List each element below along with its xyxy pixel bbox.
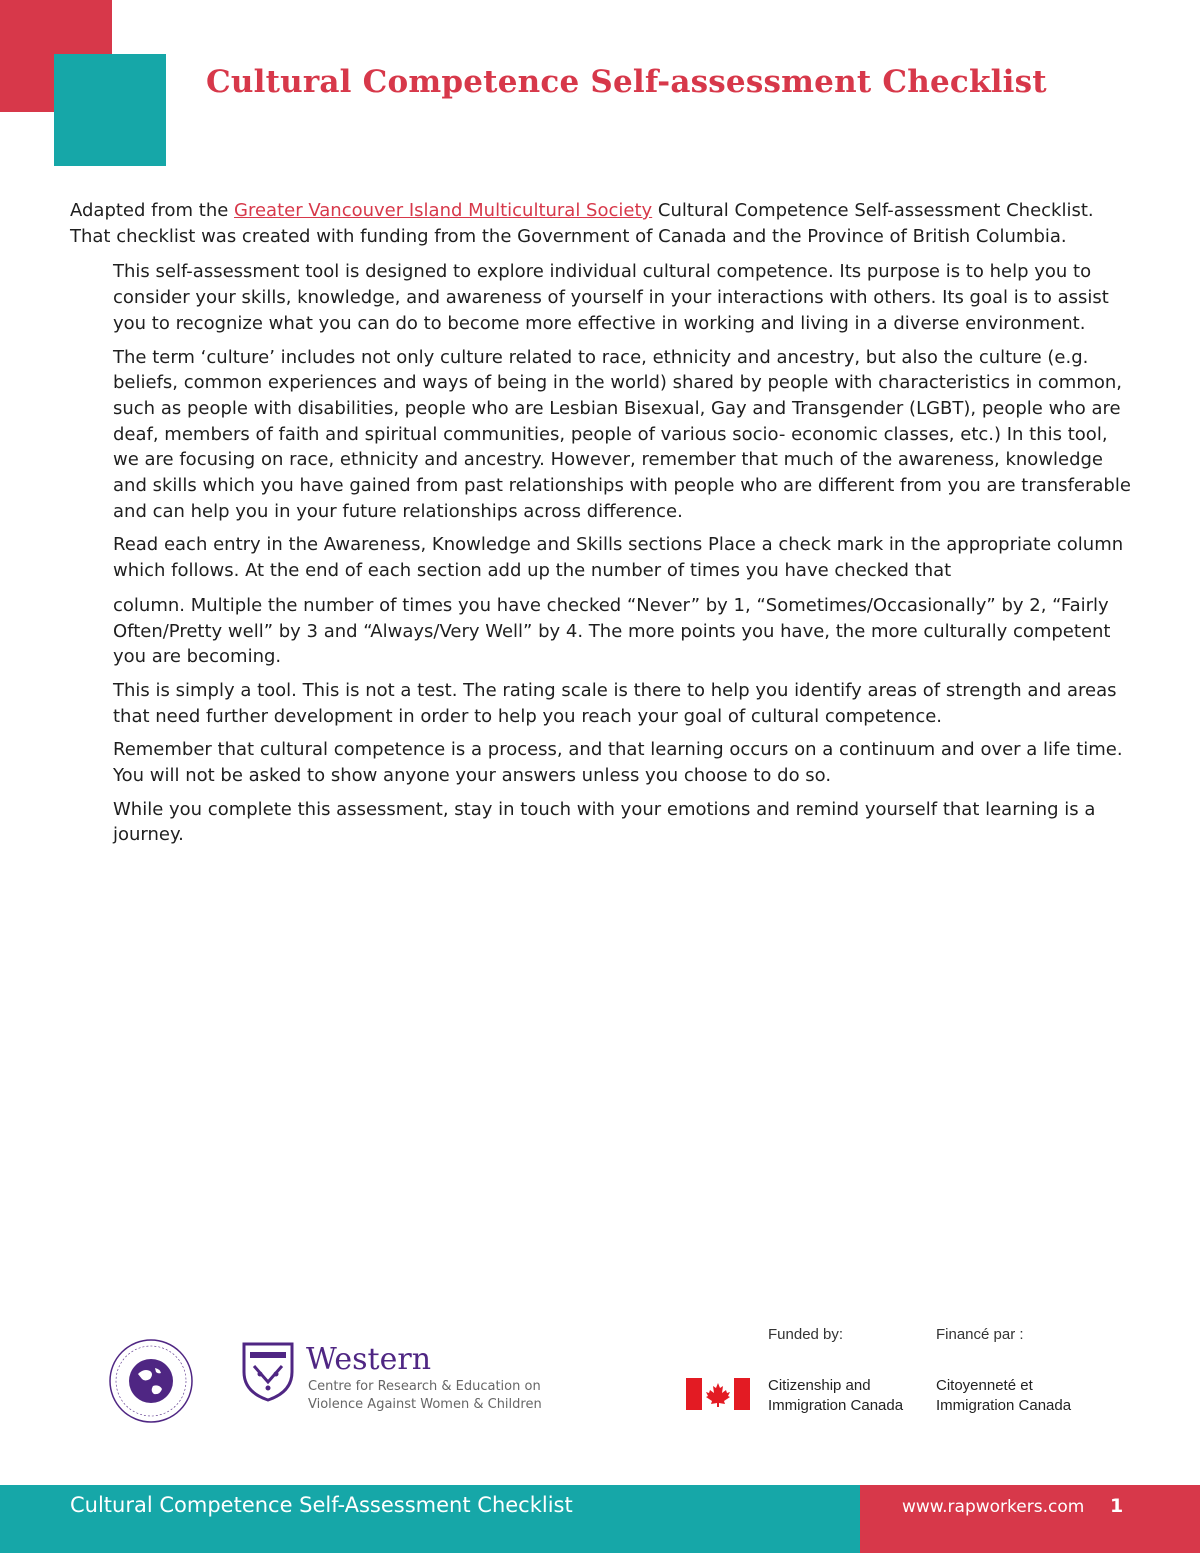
footer-red-band <box>860 1485 1200 1553</box>
intro-text-before: Adapted from the <box>70 200 235 221</box>
intro-text-after: Cultural Competence Self-assessment Checklist. That checklist was created with funding from the Government of Canada and the Province of British Columbia. <box>70 200 1094 247</box>
page-footer <box>0 1485 1200 1553</box>
circle-globe-logo <box>108 1338 194 1424</box>
partner-logos <box>0 1318 1200 1428</box>
western-crest-icon <box>242 1342 294 1402</box>
paragraph-process: Remember that cultural competence is a process, and that learning occurs on a continuum and over a life time. You will not be asked to show anyone your answers unless you choose to do so. <box>113 739 1123 787</box>
government-name-fr <box>936 1376 1071 1416</box>
gov-en-line-2: Immigration Canada <box>768 1397 904 1414</box>
corner-teal-square <box>54 54 166 166</box>
gov-fr-line-2: Immigration Canada <box>936 1397 1072 1414</box>
page-number: 1 <box>1110 1495 1124 1517</box>
paragraph-not-a-test: This is simply a tool. This is not a test. The rating scale is there to help you identify areas of strength and areas that need further development in order to help you reach your goal of cultural competence. <box>113 679 1117 727</box>
government-name-en <box>768 1376 903 1416</box>
paragraph-culture-definition: The term ‘culture’ includes not only culture related to race, ethnicity and ancestry, but also the culture (e.g. beliefs, common experiences and ways of being in the world) shared by people with characteristics in common, such as people with disabilities, people who are Lesbian Bisexual, Gay and Transgender (LGBT), people who are deaf, members of faith and spiritual communities, people of various socio- economic classes, etc.) In this tool, we are focusing on race, ethnicity and ancestry. However, remember that much of the awareness, knowledge and skills which you have gained from past relationships with people who are different from you are transferable and can help you in your future relationships across difference. <box>113 346 1131 522</box>
footer-url-link[interactable]: www.rapworkers.com <box>902 1497 1085 1517</box>
paragraph-journey: While you complete this assessment, stay in touch with your emotions and remind yourself that learning is a journey. <box>113 798 1096 846</box>
western-wordmark: Western <box>306 1342 432 1377</box>
finance-par-label: Financé par : <box>936 1326 1024 1343</box>
paragraph-scoring: column. Multiple the number of times you have checked “Never” by 1, “Sometimes/Occasionally” by 2, “Fairly Often/Pretty well” by 3 and “Always/Very Well” by 4. The more points you have, the more culturally competent you are becoming. <box>113 594 1111 668</box>
paragraph-purpose: This self-assessment tool is designed to explore individual cultural competence. Its purpose is to help you to consider your skills, knowledge, and awareness of yourself in your interactions with others. Its goal is to assist you to recognize what you can do to become more effective in working and living in a diverse environment. <box>113 261 1109 334</box>
gov-en-line-1: Citizenship and <box>768 1377 871 1394</box>
western-subtitle <box>308 1378 568 1414</box>
western-subtitle-line-1: Centre for Research & Education on <box>308 1379 541 1394</box>
paragraph-instructions: Read each entry in the Awareness, Knowledge and Skills sections Place a check mark in the appropriate column which follows. At the end of each section add up the number of times you have checked that <box>113 534 1124 582</box>
gov-fr-line-1: Citoyenneté et <box>936 1377 1033 1394</box>
body-content <box>70 198 1135 856</box>
intro-paragraph <box>70 198 1135 249</box>
funded-by-label: Funded by: <box>768 1326 844 1343</box>
western-subtitle-line-2: Violence Against Women & Children <box>308 1397 542 1412</box>
footer-title: Cultural Competence Self-Assessment Checklist <box>70 1493 573 1517</box>
page-title: Cultural Competence Self-assessment Checklist <box>206 64 1047 100</box>
canada-flag-icon <box>686 1378 750 1410</box>
gvims-link[interactable]: Greater Vancouver Island Multicultural Society <box>234 200 653 221</box>
